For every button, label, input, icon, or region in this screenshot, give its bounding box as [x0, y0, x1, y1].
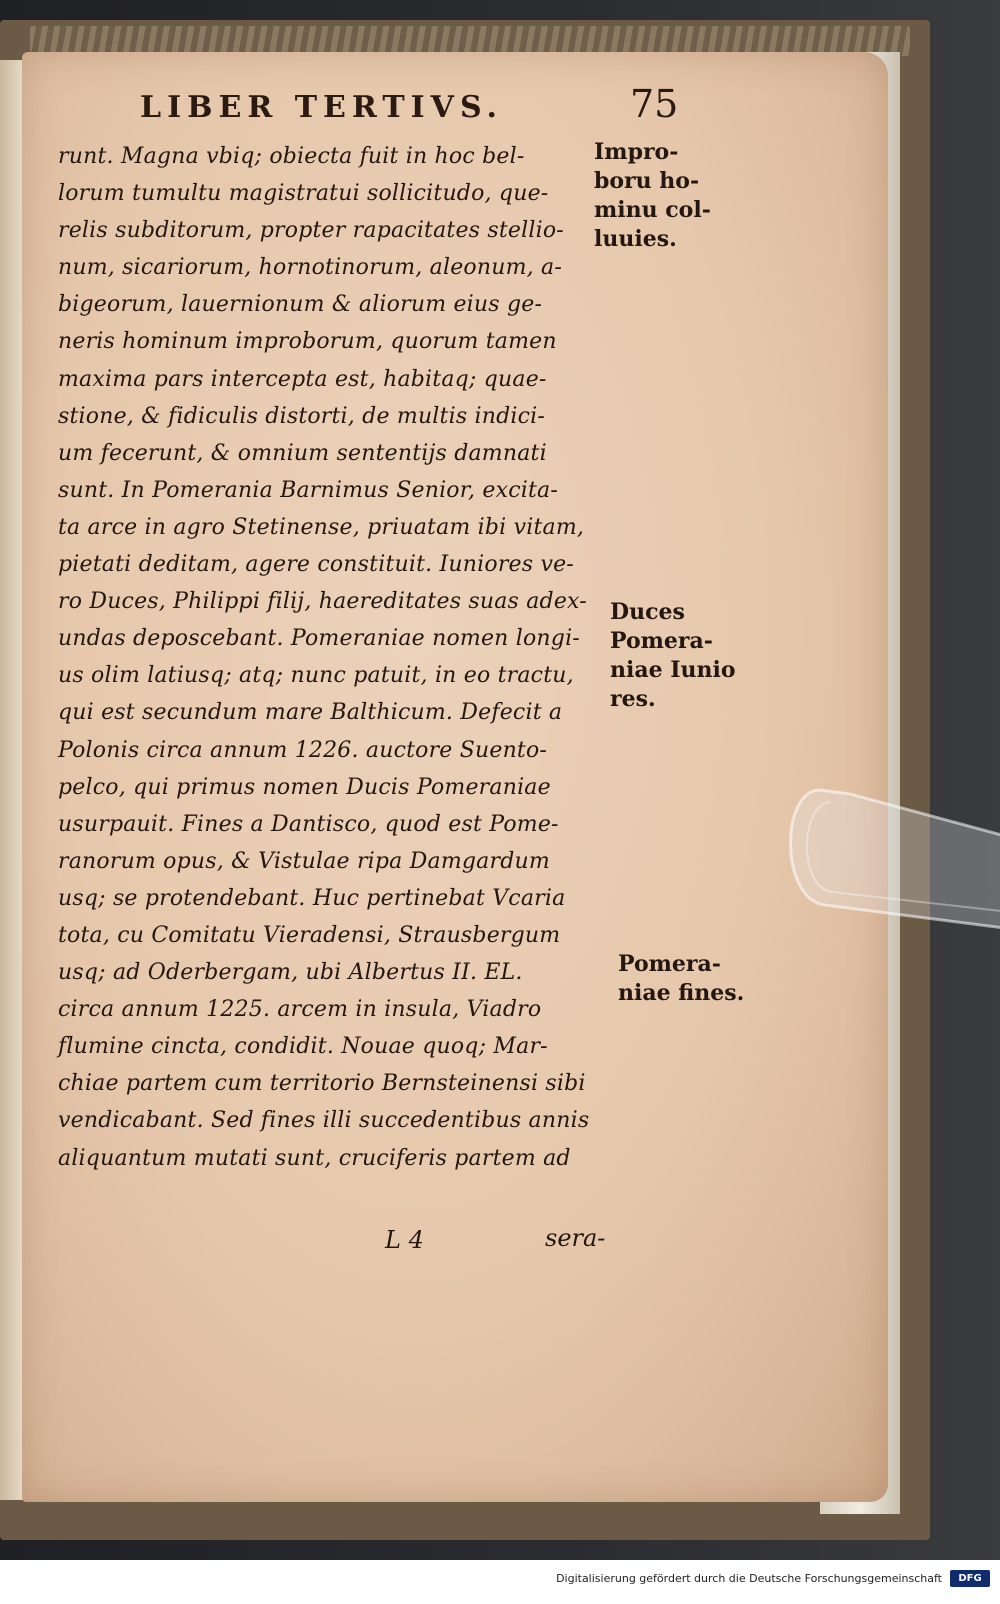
text-line: pelco, qui primus nomen Ducis Pomeraniae — [58, 774, 551, 800]
catchword: sera- — [545, 1224, 606, 1252]
text-line: undas deposcebant. Pomeraniae nomen longi- — [58, 626, 580, 652]
marginal-note-improborum — [594, 138, 711, 254]
marginal-line: minu col- — [594, 197, 711, 223]
text-line: ranorum opus, & Vistulae ripa Damgardum — [58, 848, 550, 874]
text-line: neris hominum improborum, quorum tamen — [58, 329, 557, 355]
marginal-line: Duces — [610, 599, 685, 625]
funding-credit: Digitalisierung gefördert durch die Deutsche Forschungsgemeinschaft — [556, 1572, 942, 1585]
marginal-line: niae fines. — [618, 980, 745, 1006]
text-line: vendicabant. Sed fines illi succedentibus annis — [58, 1108, 590, 1134]
text-line: chiae partem cum territorio Bernsteinensi sibi — [58, 1071, 586, 1097]
marginal-note-duces — [610, 598, 736, 714]
text-line: us olim latiusq; atq; nunc patuit, in eo tractu, — [58, 663, 574, 689]
marginal-line: niae Iunio — [610, 657, 736, 683]
marginal-line: boru ho- — [594, 168, 700, 194]
marginal-line: Pomera- — [610, 628, 713, 654]
running-head: LIBER TERTIVS. — [140, 90, 503, 125]
text-line: Polonis circa annum 1226. auctore Suento- — [58, 737, 548, 763]
text-line: pietati deditam, agere constituit. Iuniores ve- — [58, 552, 574, 578]
text-line: stione, & fidiculis distorti, de multis indici- — [58, 403, 546, 429]
page-number: 75 — [630, 82, 679, 126]
text-line: bigeorum, lauernionum & aliorum eius ge- — [58, 292, 543, 318]
text-line: runt. Magna vbiq; obiecta fuit in hoc bel- — [58, 144, 525, 169]
marginal-line: Impro- — [594, 139, 679, 165]
text-line: lorum tumultu magistratui sollicitudo, que- — [58, 181, 549, 207]
marginal-note-fines — [618, 950, 744, 1008]
text-line: flumine cincta, condidit. Nouae quoq; Mar- — [58, 1034, 548, 1060]
text-line: usq; se protendebant. Huc pertinebat Vcaria — [58, 885, 566, 911]
text-line: aliquantum mutati sunt, cruciferis partem ad — [58, 1145, 571, 1171]
text-line: tota, cu Comitatu Vieradensi, Strausbergum — [58, 922, 561, 948]
page-fore-edge-left — [0, 60, 24, 1500]
text-line: qui est secundum mare Balthicum. Defecit a — [58, 700, 563, 726]
text-line: num, sicariorum, hornotinorum, aleonum, a- — [58, 255, 563, 281]
text-line: ro Duces, Philippi filij, haereditates suas adex- — [58, 589, 587, 615]
dfg-logo: DFG — [950, 1570, 990, 1587]
text-line: maxima pars intercepta est, habitaq; quae- — [58, 366, 547, 392]
signature-mark: L 4 — [385, 1226, 424, 1254]
marginal-line: Pomera- — [618, 951, 721, 977]
text-line: um fecerunt, & omnium sententijs damnati — [58, 440, 547, 466]
marginal-line: res. — [610, 686, 656, 712]
marginal-line: luuies. — [594, 226, 677, 252]
footer-bar — [0, 1560, 1000, 1604]
text-line: circa annum 1225. arcem in insula, Viadro — [58, 997, 542, 1023]
body-text — [58, 138, 618, 1177]
text-line: sunt. In Pomerania Barnimus Senior, excita- — [58, 477, 559, 503]
text-line: relis subditorum, propter rapacitates stellio- — [58, 218, 564, 244]
text-line: usurpauit. Fines a Dantisco, quod est Pome- — [58, 811, 559, 837]
text-line: ta arce in agro Stetinense, priuatam ibi vitam, — [58, 514, 585, 540]
text-line: usq; ad Oderbergam, ubi Albertus II. EL. — [58, 960, 523, 986]
